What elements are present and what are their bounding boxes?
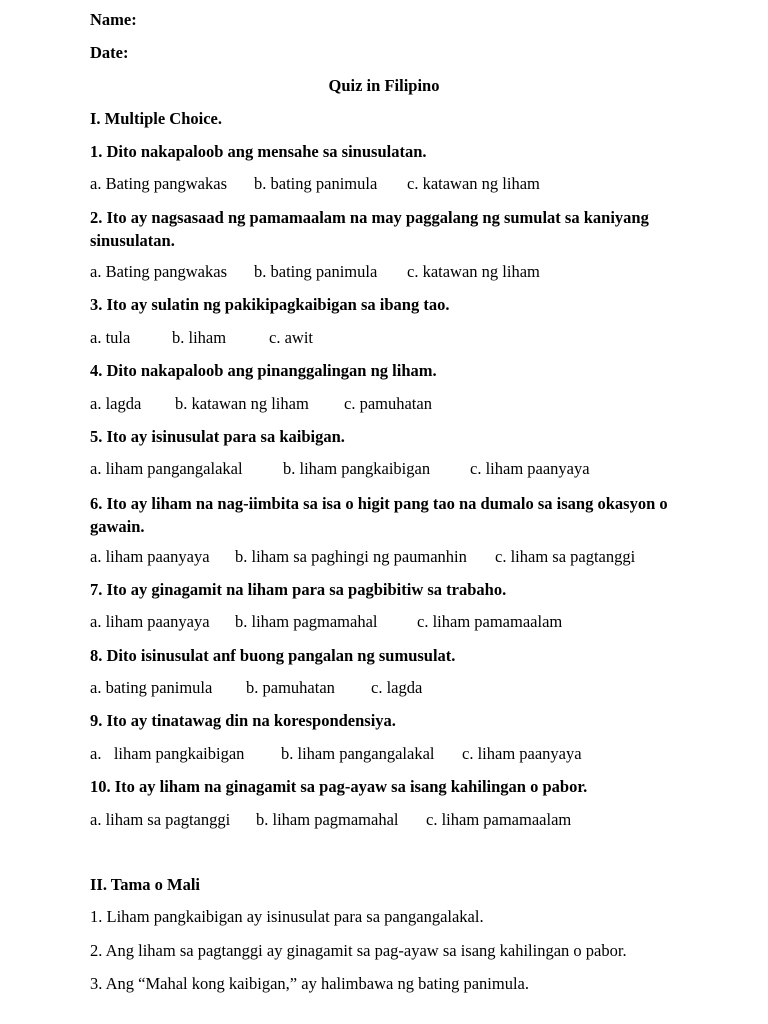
choice-3c: c. awit xyxy=(269,328,313,347)
choice-9c: c. liham paanyaya xyxy=(462,744,582,763)
choice-8a: a. bating panimula xyxy=(90,678,213,697)
section1-heading: I. Multiple Choice. xyxy=(90,109,222,128)
choice-1c: c. katawan ng liham xyxy=(407,174,540,193)
choice-6a: a. liham paanyaya xyxy=(90,547,210,566)
name-label: Name: xyxy=(90,10,137,29)
choice-5c: c. liham paanyaya xyxy=(470,459,590,478)
choice-1a: a. Bating pangwakas xyxy=(90,174,228,193)
choice-10c: c. liham pamamaalam xyxy=(426,810,572,829)
statement-2: 2. Ang liham sa pagtanggi ay ginagamit sa pag-ayaw sa isang kahilingan o pabor. xyxy=(90,941,627,960)
choice-8c: c. lagda xyxy=(371,678,423,697)
choice-7b: b. liham pagmamahal xyxy=(235,612,378,631)
choice-9b: b. liham pangangalakal xyxy=(281,744,435,763)
choice-2b: b. bating panimula xyxy=(254,262,378,281)
statement-3: 3. Ang “Mahal kong kaibigan,” ay halimbawa ng bating panimula. xyxy=(90,974,529,993)
question-2: 2. Ito ay nagsasaad ng pamamaalam na may paggalang ng sumulat sa kaniyang sinusulatan. xyxy=(90,208,649,250)
choice-2a: a. Bating pangwakas xyxy=(90,262,228,281)
choice-3a: a. tula xyxy=(90,328,131,347)
question-3: 3. Ito ay sulatin ng pakikipagkaibigan sa ibang tao. xyxy=(90,295,450,314)
section2-heading: II. Tama o Mali xyxy=(90,875,201,894)
question-5: 5. Ito ay isinusulat para sa kaibigan. xyxy=(90,427,345,446)
question-10: 10. Ito ay liham na ginagamit sa pag-ayaw sa isang kahilingan o pabor. xyxy=(90,777,588,796)
document-title: Quiz in Filipino xyxy=(328,76,440,95)
choice-7a: a. liham paanyaya xyxy=(90,612,210,631)
choice-6c: c. liham sa pagtanggi xyxy=(495,547,636,566)
choice-7c: c. liham pamamaalam xyxy=(417,612,563,631)
question-4: 4. Dito nakapaloob ang pinanggalingan ng liham. xyxy=(90,361,437,380)
choice-4b: b. katawan ng liham xyxy=(175,394,309,413)
choice-8b: b. pamuhatan xyxy=(246,678,335,697)
question-6: 6. Ito ay liham na nag-iimbita sa isa o higit pang tao na dumalo sa isang okasyon o gawain. xyxy=(90,494,668,536)
question-7: 7. Ito ay ginagamit na liham para sa pagbibitiw sa trabaho. xyxy=(90,580,507,599)
choice-4a: a. lagda xyxy=(90,394,142,413)
choice-4c: c. pamuhatan xyxy=(344,394,432,413)
question-9: 9. Ito ay tinatawag din na korespondensiya. xyxy=(90,711,396,730)
choice-10b: b. liham pagmamahal xyxy=(256,810,399,829)
choice-3b: b. liham xyxy=(172,328,227,347)
choice-10a: a. liham sa pagtanggi xyxy=(90,810,231,829)
choice-9a: a. liham pangkaibigan xyxy=(90,744,245,763)
question-1: 1. Dito nakapaloob ang mensahe sa sinusulatan. xyxy=(90,142,427,161)
statement-1: 1. Liham pangkaibigan ay isinusulat para sa pangangalakal. xyxy=(90,907,484,926)
date-label: Date: xyxy=(90,43,129,62)
choice-5b: b. liham pangkaibigan xyxy=(283,459,431,478)
choice-2c: c. katawan ng liham xyxy=(407,262,540,281)
choice-5a: a. liham pangangalakal xyxy=(90,459,243,478)
question-8: 8. Dito isinusulat anf buong pangalan ng sumusulat. xyxy=(90,646,456,665)
choice-6b: b. liham sa paghingi ng paumanhin xyxy=(235,547,467,566)
choice-1b: b. bating panimula xyxy=(254,174,378,193)
